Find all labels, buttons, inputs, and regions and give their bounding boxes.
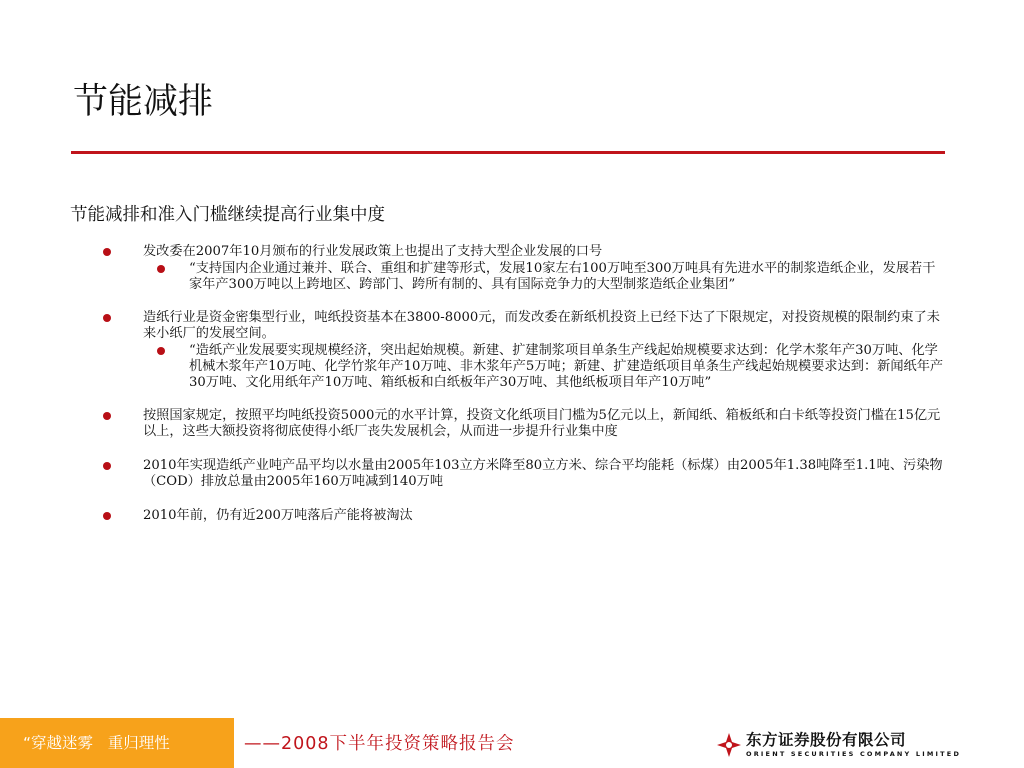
section-subtitle: 节能减排和准入门槛继续提高行业集中度	[70, 205, 385, 225]
logo-company-name-en: ORIENT SECURITIES COMPANY LIMITED	[746, 750, 962, 758]
footer-slogan: “穿越迷雾 重归理性	[23, 734, 170, 752]
title-divider	[71, 151, 945, 154]
bullet-dot-icon	[157, 347, 165, 355]
list-item	[100, 310, 945, 391]
bullet-dot-icon	[103, 314, 111, 322]
bullet-text: 按照国家规定，按照平均吨纸投资5000元的水平计算，投资文化纸项目门槛为5亿元以上，新闻纸、箱板纸和白卡纸等投资门槛在15亿元以上，这些大额投资将彻底使得小纸厂丧失发展机会，从而进一步提升行业集中度	[143, 407, 941, 439]
list-item	[100, 508, 945, 525]
page-title: 节能减排	[73, 82, 214, 122]
bullet-text: 发改委在2007年10月颁布的行业发展政策上也提出了支持大型企业发展的口号	[143, 244, 603, 259]
footer-event-title: ——2008下半年投资策略报告会	[244, 734, 515, 754]
logo-company-name: 东方证券股份有限公司	[746, 731, 907, 749]
list-item	[100, 408, 945, 441]
bullet-text: 造纸行业是资金密集型行业，吨纸投资基本在3800-8000元，而发改委在新纸机投资上已经下达了下限规定，对投资规模的限制约束了未来小纸厂的发展空间。	[143, 309, 940, 341]
bullet-list	[100, 244, 945, 541]
bullet-dot-icon	[103, 248, 111, 256]
orient-securities-logo-icon	[716, 732, 742, 758]
company-logo	[716, 730, 962, 760]
bullet-dot-icon	[103, 412, 111, 420]
sub-bullet-text: “造纸产业发展要实现规模经济，突出起始规模。新建、扩建制浆项目单条生产线起始规模要求达到：化学木浆年产30万吨、化学机械木浆年产10万吨、化学竹浆年产10万吨、非木浆年产5万吨；新建、扩建造纸项目单条生产线起始规模要求达到：新闻纸年产30万吨、文化用纸年产10万吨、箱纸板和白纸板年产30万吨、其他纸板项目年产10万吨”	[189, 342, 944, 390]
list-item	[100, 244, 945, 293]
bullet-text: 2010年实现造纸产业吨产品平均以水量由2005年103立方米降至80立方米、综合平均能耗（标煤）由2005年1.38吨降至1.1吨、污染物（COD）排放总量由2005年160万吨减到140万吨	[143, 457, 943, 489]
list-item	[100, 458, 945, 491]
bullet-dot-icon	[157, 265, 165, 273]
sub-bullet-text: “支持国内企业通过兼并、联合、重组和扩建等形式，发展10家左右100万吨至300万吨具有先进水平的制浆造纸企业，发展若干家年产300万吨以上跨地区、跨部门、跨所有制的、具有国际竞争力的大型制浆造纸企业集团”	[189, 260, 936, 292]
bullet-text: 2010年前，仍有近200万吨落后产能将被淘汰	[143, 507, 413, 523]
bullet-dot-icon	[103, 512, 111, 520]
footer-bar	[0, 718, 1024, 768]
footer-slogan-panel	[0, 718, 234, 768]
bullet-dot-icon	[103, 462, 111, 470]
